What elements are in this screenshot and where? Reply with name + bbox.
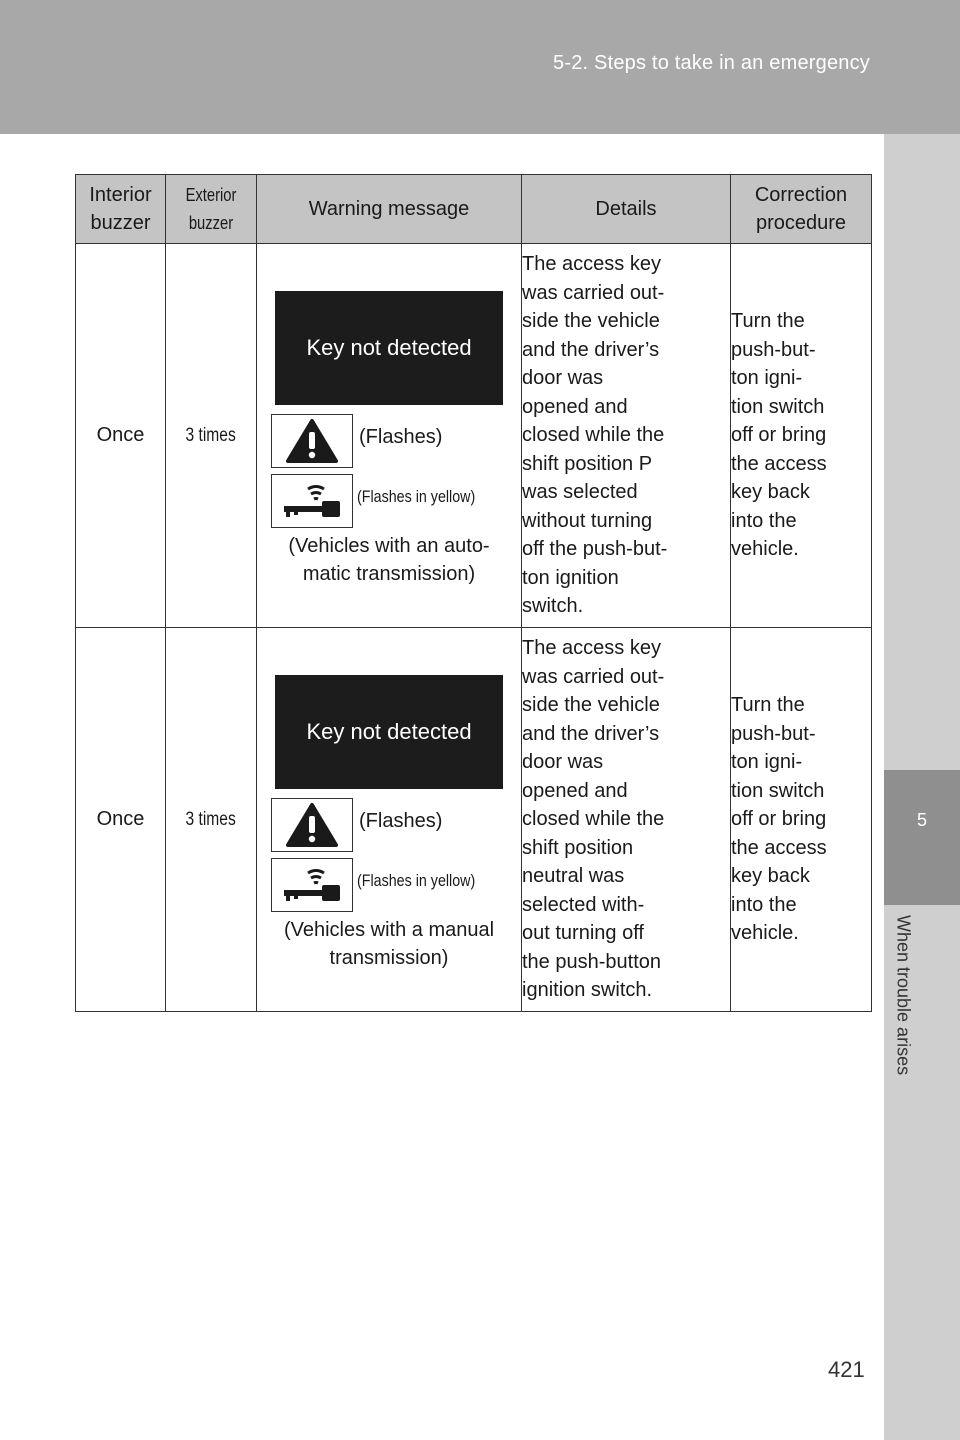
display-screen-text: Key not detected <box>306 719 472 744</box>
flashes-label: (Flashes) <box>359 810 443 832</box>
flashes-label: (Flashes) <box>359 426 443 448</box>
warning-table <box>75 174 872 1012</box>
key-signal-icon <box>271 474 353 528</box>
page-number: 421 <box>828 1357 865 1382</box>
header-warning-message: Warning message <box>257 175 522 244</box>
exterior-buzzer-value: 3 times <box>185 424 237 446</box>
vehicle-note: (Vehicles with an auto- matic transmission) <box>288 535 490 585</box>
warning-message-cell <box>257 628 522 1012</box>
warning-message-cell <box>257 244 522 628</box>
chapter-label: When trouble arises <box>893 915 914 1076</box>
display-screen <box>275 291 503 405</box>
flashes-in-yellow-label <box>357 487 498 507</box>
correction-text: Turn the push-but- ton igni- tion switch off or bring the access key back into the vehicle. <box>731 310 827 561</box>
table-row <box>76 244 872 628</box>
details-cell <box>522 628 731 1012</box>
correction-cell <box>731 628 872 1012</box>
page-header <box>0 0 960 134</box>
display-screen <box>275 675 503 789</box>
table-header-row <box>76 175 872 244</box>
header-details: Details <box>522 175 731 244</box>
flashes-in-yellow-text: (Flashes in yellow) <box>357 871 476 890</box>
key-signal-icon <box>271 858 353 912</box>
exclamation-triangle-icon <box>271 414 353 468</box>
interior-buzzer-cell: Once <box>76 244 166 628</box>
exterior-buzzer-cell <box>166 244 257 628</box>
details-text: The access key was carried out- side the vehicle and the driver’s door was opened and closed while the shift position neutral was selected with- out turning off the push-button ignition switch. <box>522 637 665 1002</box>
table-row <box>76 628 872 1012</box>
exterior-buzzer-cell <box>166 628 257 1012</box>
chapter-tab-highlight <box>884 770 960 905</box>
header-exterior-buzzer <box>166 175 257 244</box>
chapter-number: 5 <box>916 810 927 830</box>
details-text: The access key was carried out- side the vehicle and the driver’s door was opened and closed while the shift position P was selected without turning off the push-but- ton ignition switch. <box>522 253 668 618</box>
flashes-in-yellow-text: (Flashes in yellow) <box>357 487 476 506</box>
interior-buzzer-cell: Once <box>76 628 166 1012</box>
flashes-in-yellow-label <box>357 871 498 891</box>
correction-cell <box>731 244 872 628</box>
display-screen-text: Key not detected <box>306 335 472 360</box>
header-interior-buzzer: Interior buzzer <box>76 175 166 244</box>
section-title: 5-2. Steps to take in an emergency <box>553 52 870 74</box>
vehicle-note: (Vehicles with a manual transmission) <box>283 919 495 969</box>
details-cell <box>522 244 731 628</box>
header-exterior-buzzer-label: Exterior buzzer <box>185 185 237 233</box>
exterior-buzzer-value: 3 times <box>185 808 237 830</box>
exclamation-triangle-icon <box>271 798 353 852</box>
header-correction: Correction procedure <box>731 175 872 244</box>
correction-text: Turn the push-but- ton igni- tion switch off or bring the access key back into the vehicle. <box>731 694 827 945</box>
